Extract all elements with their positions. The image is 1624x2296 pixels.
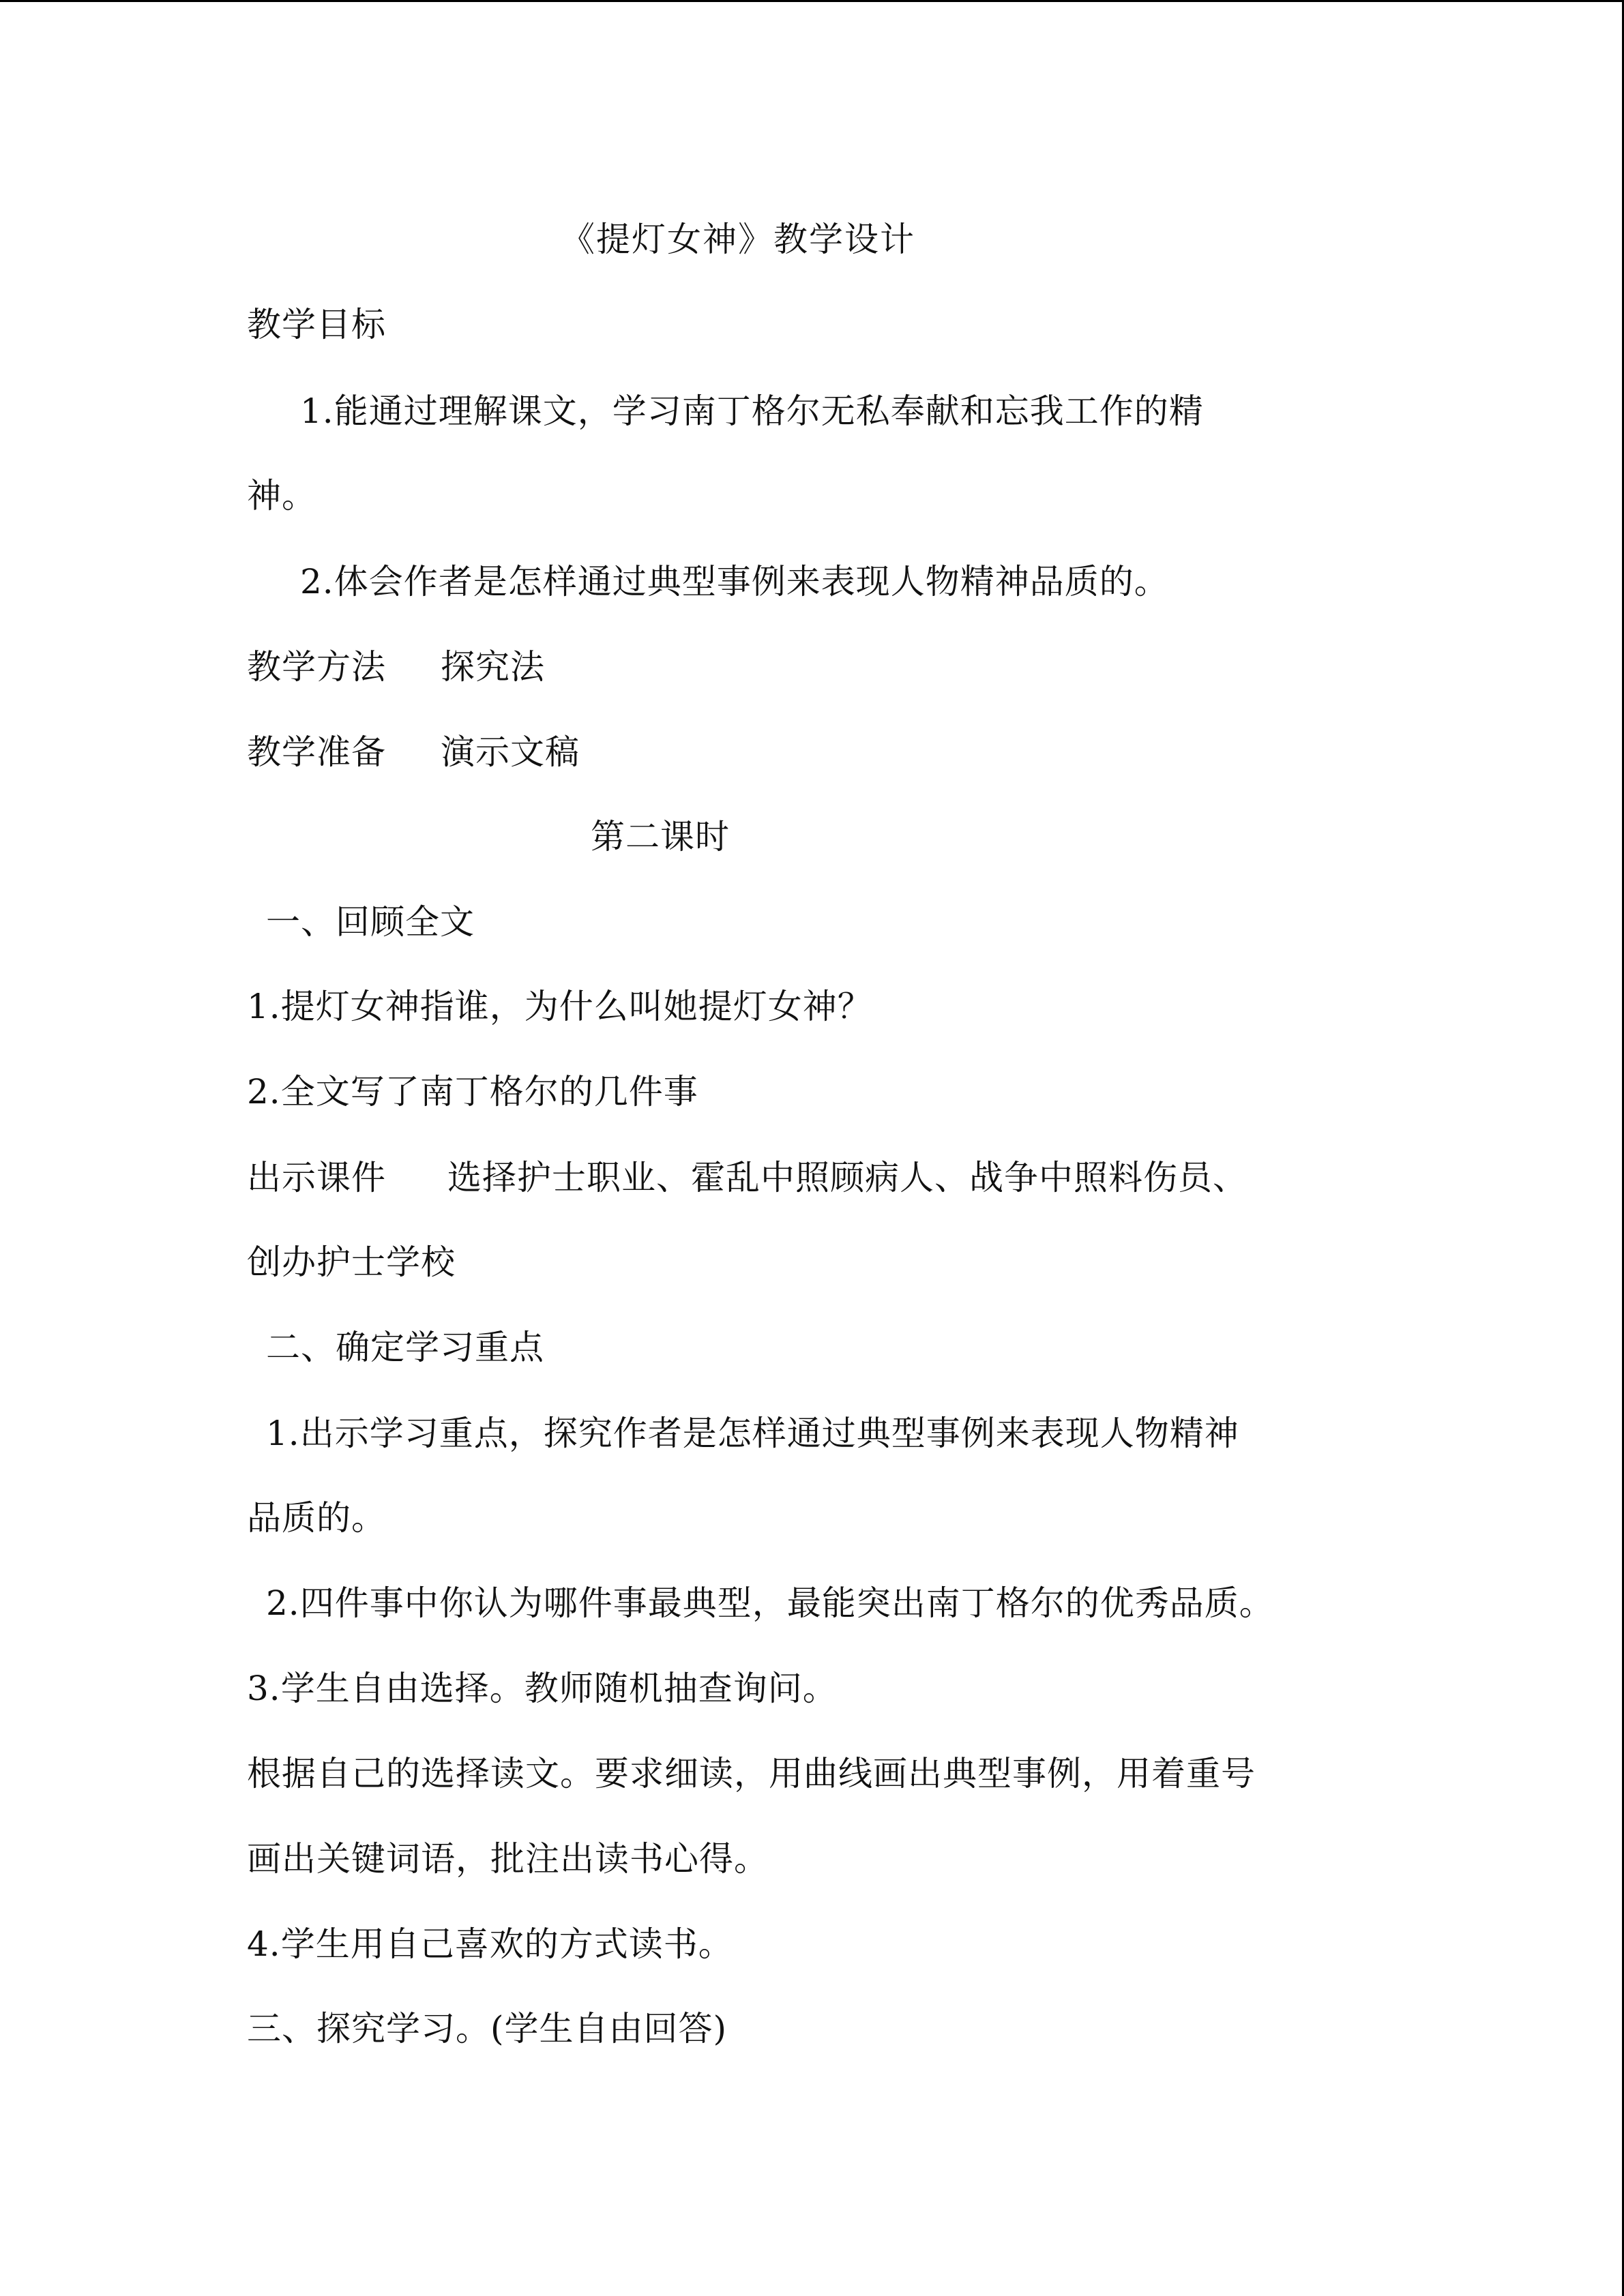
courseware-value-line-2: 创办护士学校: [247, 1242, 456, 1282]
section-2-item-4: 4.学生用自己喜欢的方式读书。: [247, 1924, 733, 1964]
section-2-item-3: 3.学生自由选择。教师随机抽查询问。: [247, 1669, 838, 1708]
objectives-heading: 教学目标: [247, 305, 386, 344]
objective-1-line-1: 1.能通过理解课文，学习南丁格尔无私奉献和忘我工作的精: [300, 391, 1204, 431]
teaching-method: [247, 646, 545, 687]
section-1-heading: 一、回顾全文: [266, 902, 475, 942]
teaching-preparation: [247, 732, 580, 773]
section-2-heading: 二、确定学习重点: [266, 1328, 544, 1367]
document-title: 《提灯女神》教学设计: [561, 220, 915, 259]
section-2-item-1-line-1: 1.出示学习重点，探究作者是怎样通过典型事例来表现人物精神: [266, 1414, 1239, 1453]
courseware-label: 出示课件: [247, 1158, 386, 1197]
section-2-item-2: 2.四件事中你认为哪件事最典型，最能突出南丁格尔的优秀品质。: [266, 1583, 1274, 1623]
objective-1-line-2: 神。: [247, 476, 316, 516]
section-2-note-line-1: 根据自己的选择读文。要求细读，用曲线画出典型事例，用着重号: [247, 1754, 1256, 1793]
teaching-preparation-value: 演示文稿: [441, 732, 580, 772]
objective-2: 2.体会作者是怎样通过典型事例来表现人物精神品质的。: [300, 562, 1169, 601]
courseware-value-line-1: 选择护士职业、霍乱中照顾病人、战争中照料伤员、: [447, 1158, 1247, 1197]
courseware-display: [247, 1157, 1247, 1198]
lesson-heading: 第二课时: [591, 817, 730, 856]
question-1: 1.提灯女神指谁，为什么叫她提灯女神？: [247, 987, 872, 1026]
section-3-heading: 三、探究学习。(学生自由回答): [247, 2009, 728, 2048]
teaching-method-value: 探究法: [441, 647, 545, 687]
teaching-method-label: 教学方法: [247, 647, 386, 687]
section-2-note-line-2: 画出关键词语，批注出读书心得。: [247, 1839, 769, 1879]
question-2: 2.全文写了南丁格尔的几件事: [247, 1072, 698, 1112]
teaching-preparation-label: 教学准备: [247, 732, 386, 772]
section-2-item-1-line-2: 品质的。: [247, 1498, 386, 1538]
